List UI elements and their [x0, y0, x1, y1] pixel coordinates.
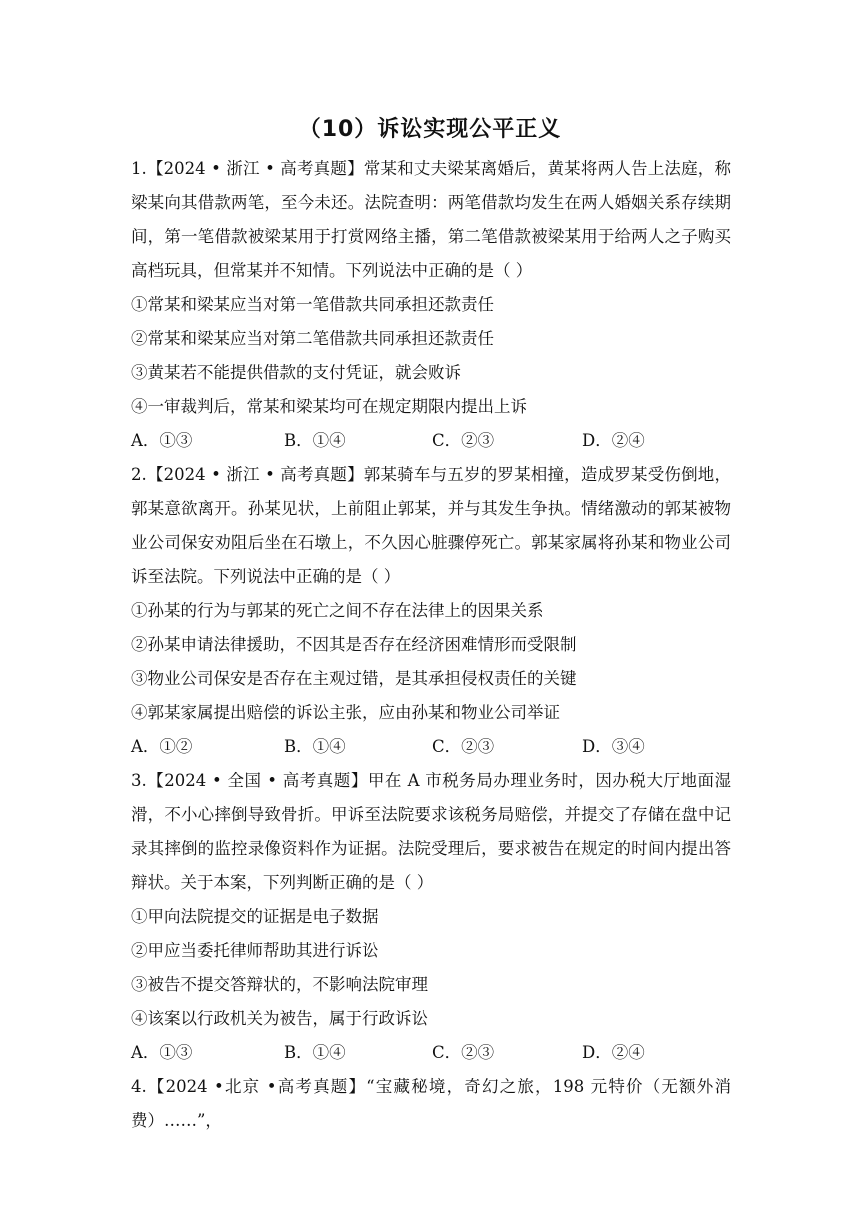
statement-option: ②常某和梁某应当对第二笔借款共同承担还款责任 — [131, 329, 494, 348]
choice-d: D．③④ — [582, 737, 645, 756]
choice-d: D．②④ — [582, 1043, 645, 1062]
choice-a: A．①② — [131, 737, 193, 756]
statement-option: ①孙某的行为与郭某的死亡之间不存在法律上的因果关系 — [131, 601, 544, 620]
statement-option: ③黄某若不能提供借款的支付凭证，就会败诉 — [131, 363, 461, 382]
question-stem: 4.【2024 •北京 •高考真题】“宝藏秘境，奇幻之旅，198 元特价（无额外消费）……”， — [131, 1077, 731, 1130]
question-4 — [131, 1070, 731, 1138]
question-2 — [131, 458, 731, 764]
statement-option: ①常某和梁某应当对第一笔借款共同承担还款责任 — [131, 295, 494, 314]
question-1 — [131, 152, 731, 458]
choice-c: C．②③ — [432, 737, 495, 756]
choice-a: A．①③ — [131, 431, 193, 450]
choice-b: B．①④ — [284, 737, 346, 756]
question-stem: 3.【2024 • 全国 • 高考真题】甲在 A 市税务局办理业务时，因办税大厅地面湿滑，不小心摔倒导致骨折。甲诉至法院要求该税务局赔偿，并提交了存储在盘中记录其摔倒的监控录像资料作为证据。法院受理后，要求被告在规定的时间内提出答辩状。关于本案，下列判断正确的是（ ） — [131, 771, 731, 892]
question-list — [131, 152, 731, 1138]
question-stem: 1.【2024 • 浙江 • 高考真题】常某和丈夫梁某离婚后，黄某将两人告上法庭，称梁某向其借款两笔，至今未还。法院查明：两笔借款均发生在两人婚姻关系存续期间，第一笔借款被梁某用于打赏网络主播，第二笔借款被梁某用于给两人之子购买高档玩具，但常某并不知情。下列说法中正确的是（ ） — [131, 159, 731, 280]
choice-a: A．①③ — [131, 1043, 193, 1062]
choice-d: D．②④ — [582, 431, 645, 450]
choice-b: B．①④ — [284, 1043, 346, 1062]
answer-choices — [131, 730, 731, 764]
statement-option: ④一审裁判后，常某和梁某均可在规定期限内提出上诉 — [131, 397, 527, 416]
question-stem: 2.【2024 • 浙江 • 高考真题】郭某骑车与五岁的罗某相撞，造成罗某受伤倒地，郭某意欲离开。孙某见状，上前阻止郭某，并与其发生争执。情绪激动的郭某被物业公司保安劝阻后坐在石墩上，不久因心脏骤停死亡。郭某家属将孙某和物业公司诉至法院。下列说法中正确的是（ ） — [131, 465, 731, 586]
choice-c: C．②③ — [432, 431, 495, 450]
statement-option: ③物业公司保安是否存在主观过错，是其承担侵权责任的关键 — [131, 669, 577, 688]
statement-option: ④该案以行政机关为被告，属于行政诉讼 — [131, 1009, 428, 1028]
question-3 — [131, 764, 731, 1070]
statement-option: ②甲应当委托律师帮助其进行诉讼 — [131, 941, 379, 960]
statement-option: ③被告不提交答辩状的，不影响法院审理 — [131, 975, 428, 994]
statement-option: ②孙某申请法律援助，不因其是否存在经济困难情形而受限制 — [131, 635, 577, 654]
page-title: （10）诉讼实现公平正义 — [298, 117, 562, 142]
answer-choices — [131, 1036, 731, 1070]
choice-c: C．②③ — [432, 1043, 495, 1062]
answer-choices — [131, 424, 731, 458]
statement-option: ①甲向法院提交的证据是电子数据 — [131, 907, 379, 926]
choice-b: B．①④ — [284, 431, 346, 450]
statement-option: ④郭某家属提出赔偿的诉讼主张，应由孙某和物业公司举证 — [131, 703, 560, 722]
